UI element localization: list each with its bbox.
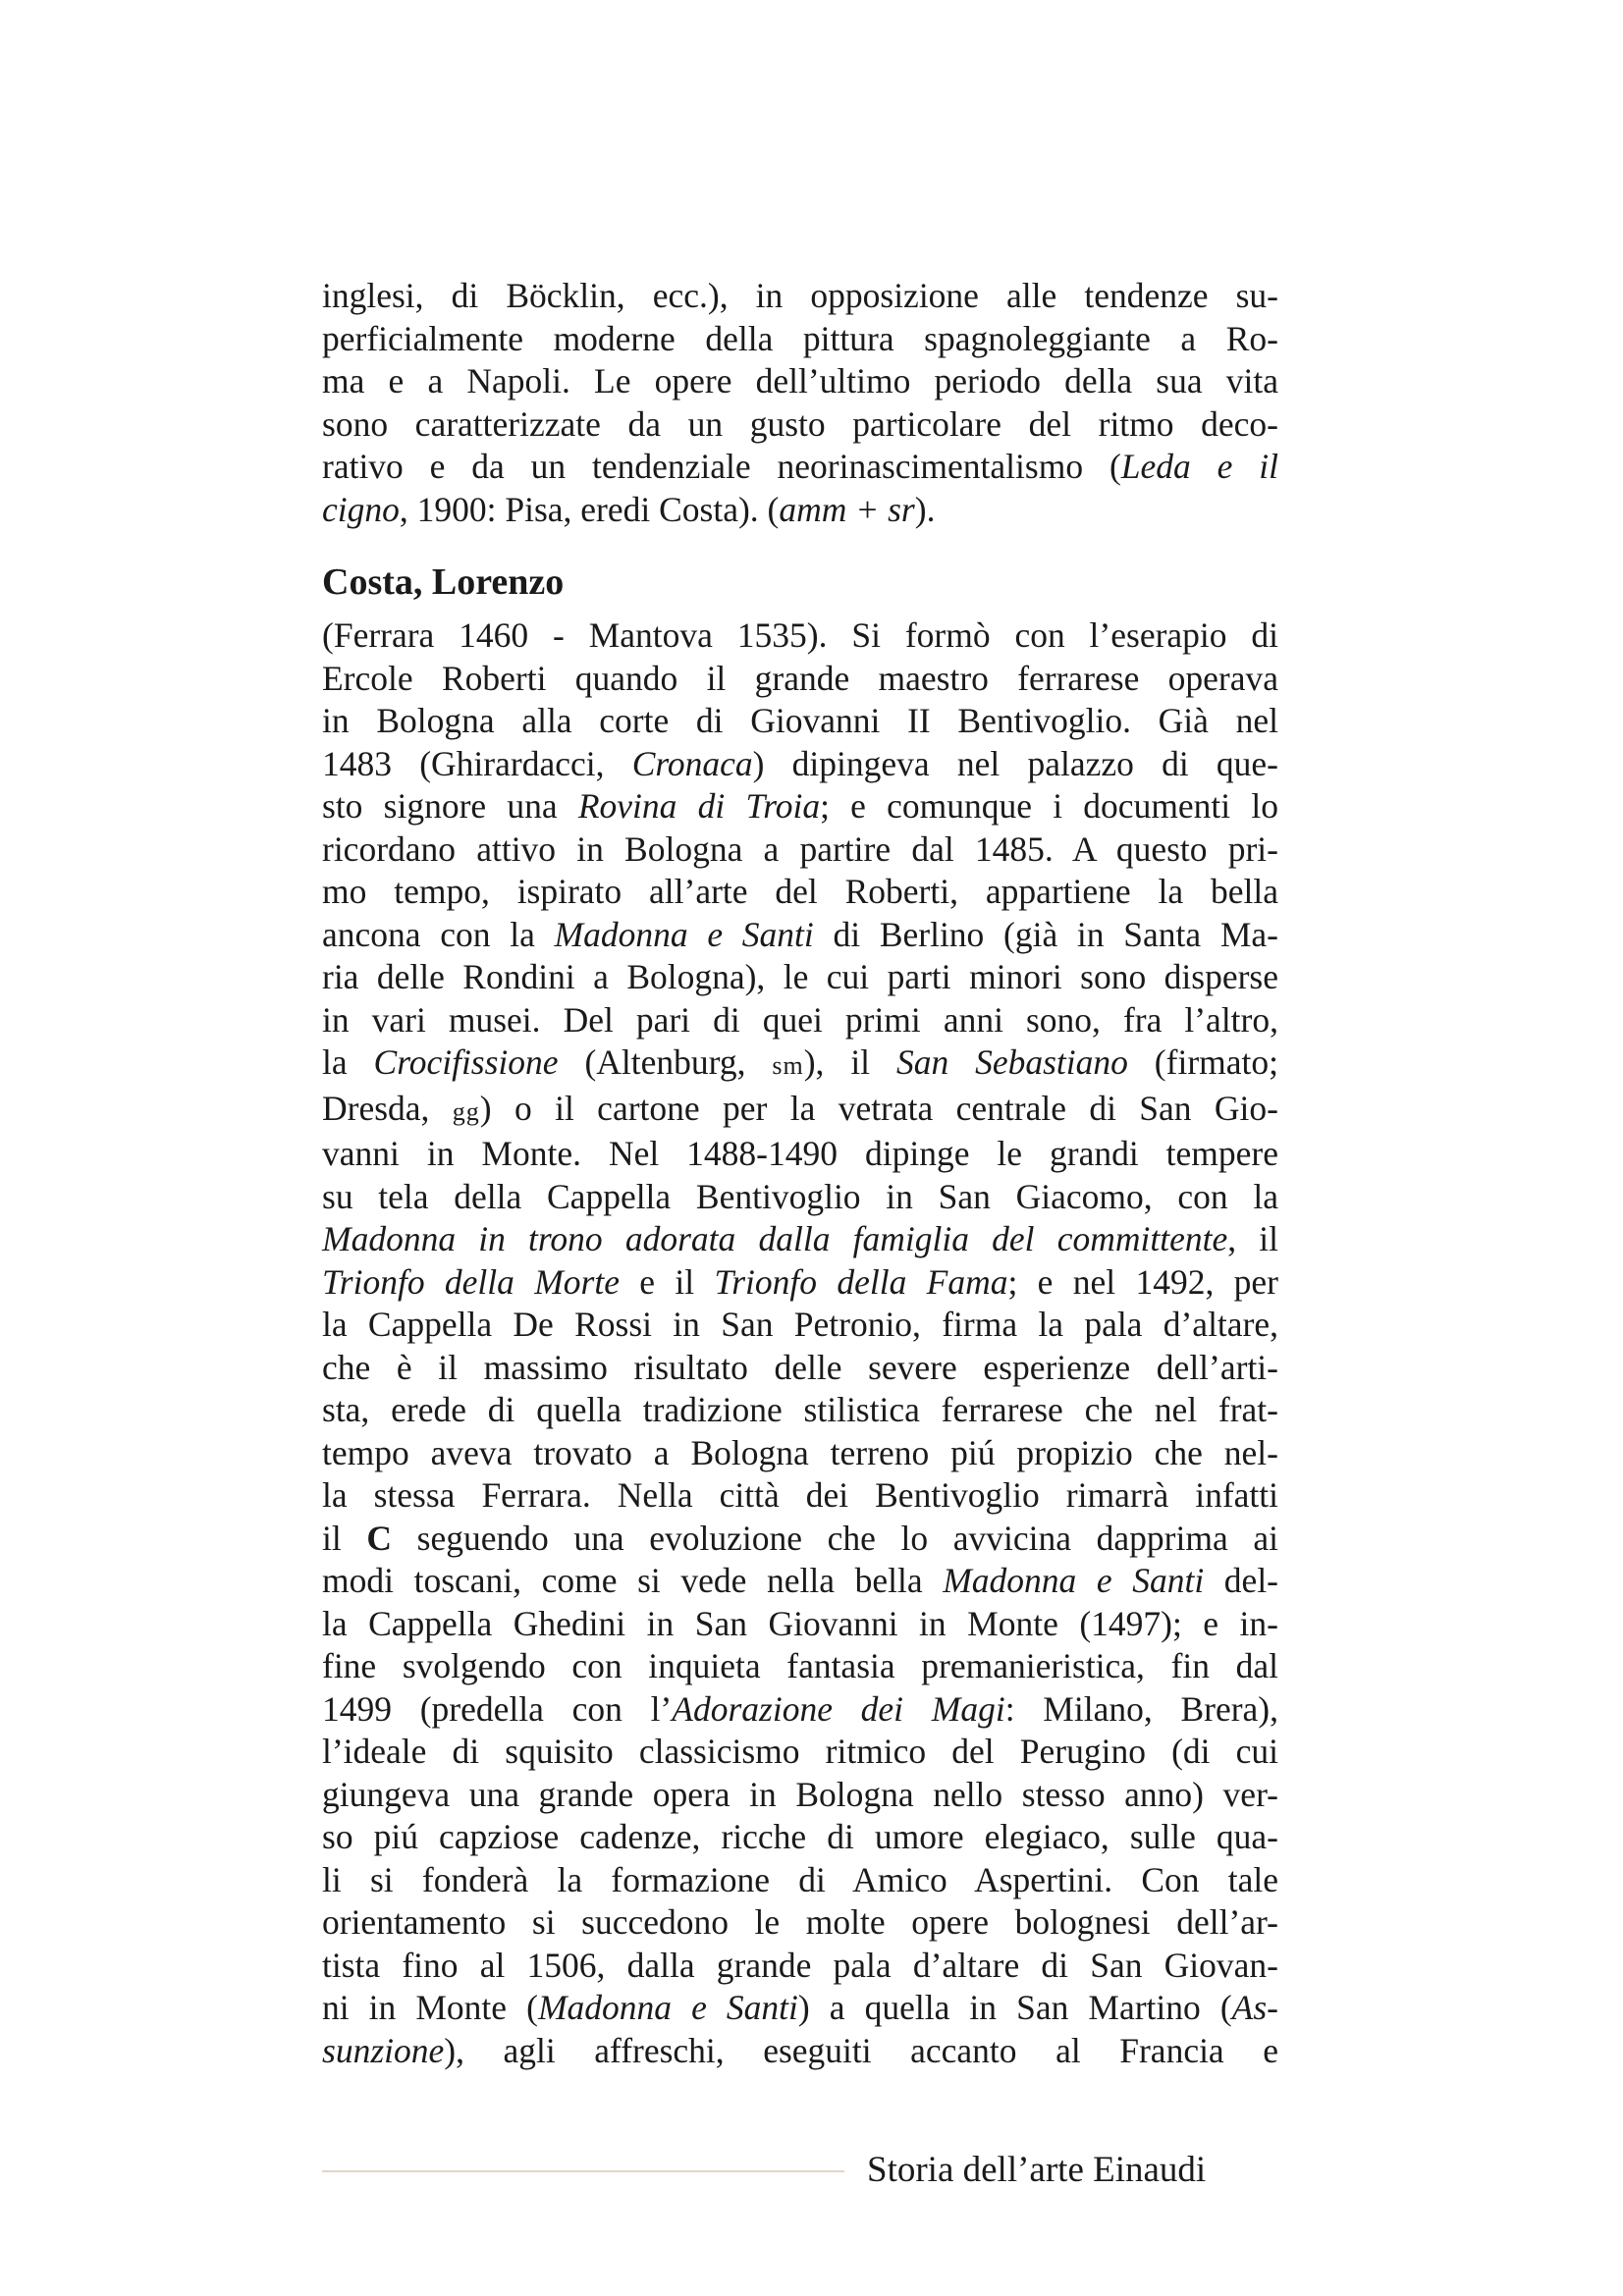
collection-abbrev: sm xyxy=(772,1051,804,1080)
text-line: tempo aveva trovato a Bologna terreno piú propizio che nel- xyxy=(322,1432,1278,1472)
text-line: la stessa Ferrara. Nella città dei Bentivoglio rimarrà infatti xyxy=(322,1475,1278,1515)
author-initials: amm + sr xyxy=(779,489,915,529)
footer-publisher: Storia dell’arte Einaudi xyxy=(867,2150,1207,2190)
text-line: ni in Monte (Madonna e Santi) a quella in San Martino (As- xyxy=(322,1988,1278,2027)
collection-abbrev: gg xyxy=(452,1096,480,1126)
text-line: sono caratterizzate da un gusto particolare del ritmo deco- xyxy=(322,403,1278,444)
text-line: che è il massimo risultato delle severe esperienze dell’arti- xyxy=(322,1347,1278,1387)
text-line: giungeva una grande opera in Bologna nello stesso anno) ver- xyxy=(322,1774,1278,1814)
intro-paragraph xyxy=(322,275,1278,531)
text-line: Madonna in trono adorata dalla famiglia del committente, il xyxy=(322,1219,1279,1258)
text-line: 1499 (predella con l’Adorazione dei Magi: Milano, Brera), xyxy=(322,1688,1278,1729)
text-line: sunzione), agli affreschi, eseguiti accanto al Francia e xyxy=(322,2030,1278,2070)
text-line: su tela della Cappella Bentivoglio in San Giacomo, con la xyxy=(322,1176,1278,1216)
text-line: ricordano attivo in Bologna a partire dal 1485. A questo pri- xyxy=(322,828,1278,869)
text-line: l’ideale di squisito classicismo ritmico del Perugino (di cui xyxy=(322,1732,1278,1771)
text-line: ancona con la Madonna e Santi di Berlino (già in Santa Ma- xyxy=(322,914,1278,954)
text-line: li si fonderà la formazione di Amico Aspertini. Con tale xyxy=(322,1859,1278,1899)
text-line: perficialmente moderne della pittura spagnoleggiante a Ro- xyxy=(322,318,1278,358)
work-title: San Sebastiano xyxy=(895,1042,1128,1082)
work-title: Adorazione dei Magi xyxy=(672,1688,1005,1729)
text-line: sto signore una Rovina di Troia; e comunque i documenti lo xyxy=(322,786,1278,826)
text-line: mo tempo, ispirato all’arte del Roberti, appartiene la bella xyxy=(322,872,1278,911)
work-title: Crocifissione xyxy=(373,1042,559,1082)
entry-body xyxy=(322,614,1278,2072)
artwork-title: cigno xyxy=(322,489,400,529)
text-line: Dresda, gg) o il cartone per la vetrata centrale di San Gio- xyxy=(322,1088,1278,1128)
text-line: modi toscani, come si vede nella bella Madonna e Santi del- xyxy=(322,1561,1278,1600)
text-line: ma e a Napoli. Le opere dell’ultimo periodo della sua vita xyxy=(322,361,1278,400)
text-line: la Cappella De Rossi in San Petronio, firma la pala d’altare, xyxy=(322,1305,1278,1344)
text-line: ria delle Rondini a Bologna), le cui parti minori sono disperse xyxy=(322,957,1278,996)
work-title: Trionfo della Morte xyxy=(322,1261,620,1302)
text-line: Ercole Roberti quando il grande maestro ferrarese operava xyxy=(322,658,1278,698)
text-line: in Bologna alla corte di Giovanni II Bentivoglio. Già nel xyxy=(322,701,1278,740)
text-line: inglesi, di Böcklin, ecc.), in opposizione alle tendenze su- xyxy=(322,276,1278,315)
work-title: Rovina di Troia xyxy=(577,786,821,826)
text-line: la Cappella Ghedini in San Giovanni in Monte (1497); e in- xyxy=(322,1603,1278,1643)
work-title: sunzione xyxy=(322,2030,445,2070)
work-title: As- xyxy=(1231,1988,1278,2027)
work-title: Madonna e Santi xyxy=(943,1561,1205,1600)
text-line: vanni in Monte. Nel 1488-1490 dipinge le grandi tempere xyxy=(322,1134,1278,1173)
text-line: la Crocifissione (Altenburg, sm), il San Sebastiano (firmato; xyxy=(322,1042,1278,1082)
text-line: (Ferrara 1460 - Mantova 1535). Si formò con l’eserapio di xyxy=(322,615,1278,655)
subject-initial: C xyxy=(366,1518,393,1558)
footer-rule xyxy=(322,2170,844,2172)
work-title: Madonna e Santi xyxy=(554,914,814,954)
artwork-title: Leda e il xyxy=(1120,447,1278,486)
work-title: Trionfo della Fama xyxy=(714,1261,1008,1302)
work-title: Madonna e Santi xyxy=(537,1988,798,2027)
text-line: so piú capziose cadenze, ricche di umore elegiaco, sulle qua- xyxy=(322,1817,1278,1856)
work-title: Madonna in trono adorata dalla famiglia del committente xyxy=(322,1219,1228,1258)
text-line: Trionfo della Morte e il Trionfo della Fama; e nel 1492, per xyxy=(322,1261,1278,1302)
text-line: tista fino al 1506, dalla grande pala d’altare di San Giovan- xyxy=(322,1945,1278,1985)
work-title: Cronaca xyxy=(631,743,753,783)
text-line: in vari musei. Del pari di quei primi anni sono, fra l’altro, xyxy=(322,999,1278,1040)
text-line: rativo e da un tendenziale neorinascimentalismo (Leda e il xyxy=(322,447,1278,486)
text-line: il C seguendo una evoluzione che lo avvicina dapprima ai xyxy=(322,1518,1278,1558)
entry-heading: Costa, Lorenzo xyxy=(322,561,565,603)
text-line: fine svolgendo con inquieta fantasia premanieristica, fin dal xyxy=(322,1646,1278,1685)
text-line: orientamento si succedono le molte opere bolognesi dell’ar- xyxy=(322,1902,1278,1942)
text-line: 1483 (Ghirardacci, Cronaca) dipingeva nel palazzo di que- xyxy=(322,743,1279,783)
text-line: sta, erede di quella tradizione stilistica ferrarese che nel frat- xyxy=(322,1390,1278,1429)
text-line: cigno, 1900: Pisa, eredi Costa). (amm + sr). xyxy=(322,489,936,529)
